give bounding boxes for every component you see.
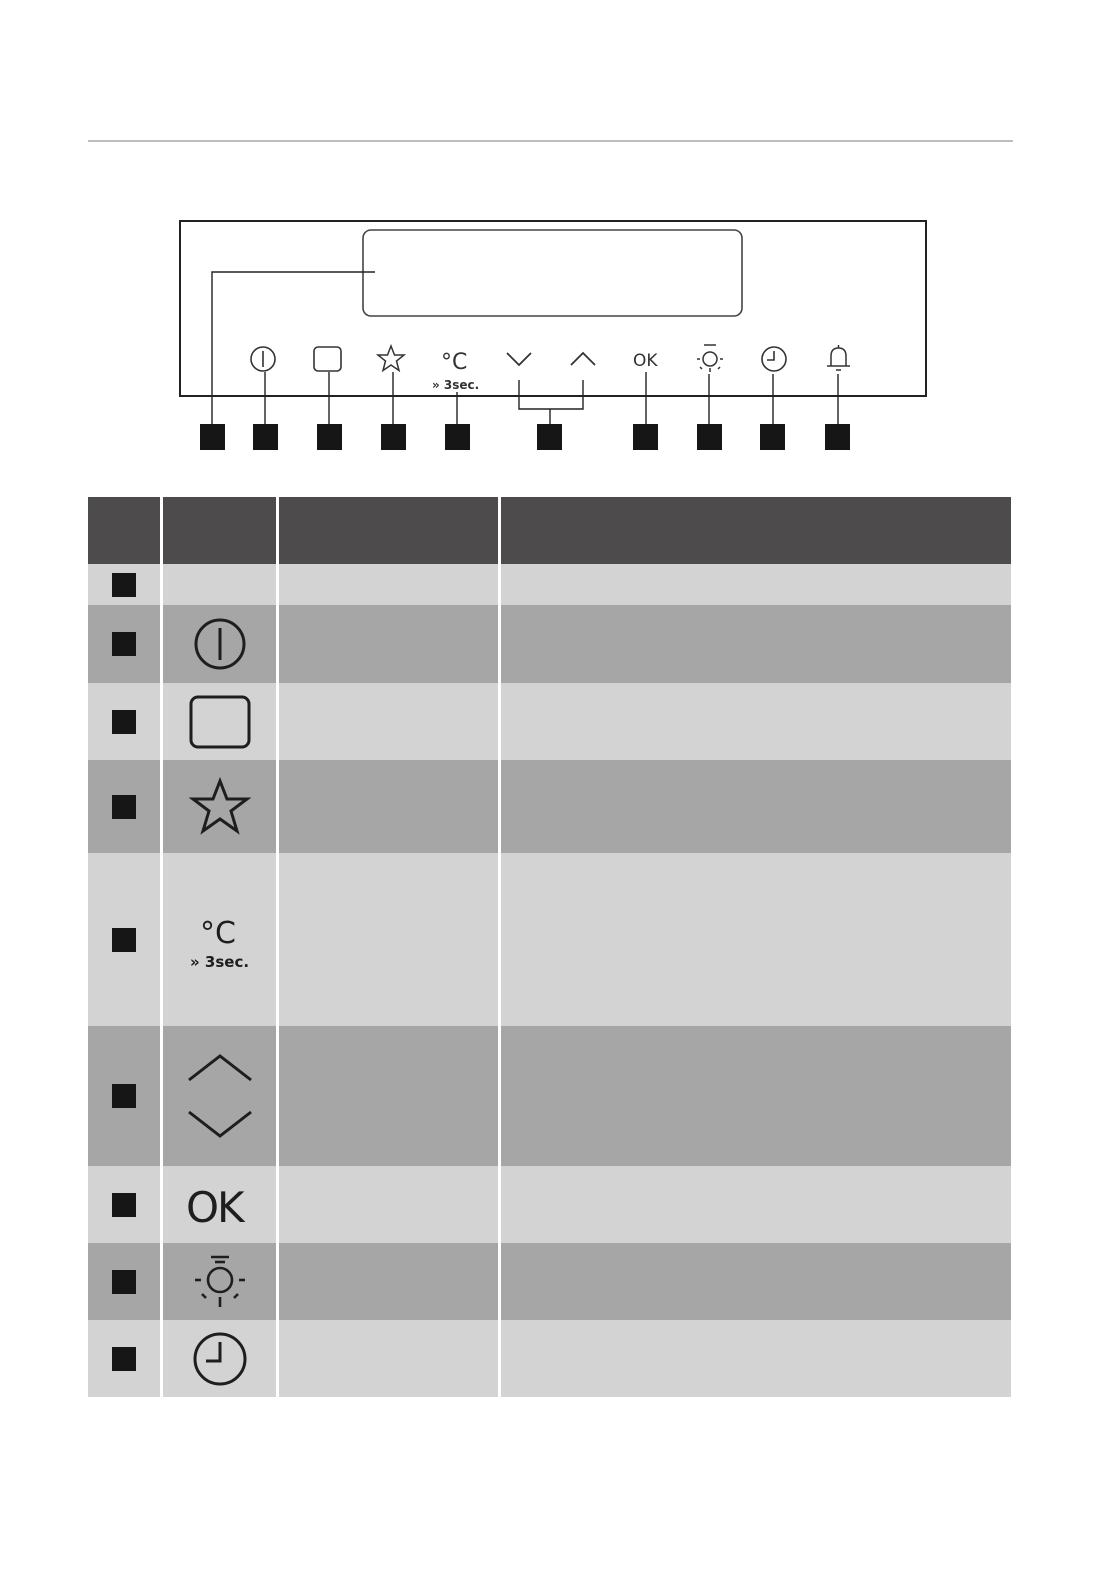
callout-marker [633,424,658,450]
row-marker [112,1193,136,1217]
callout-marker [445,424,470,450]
row-function-cell [279,853,501,1026]
row-icon-cell [163,1320,279,1397]
table-row [88,760,1011,853]
oven-function-icon [187,693,253,751]
temperature-hold-label: » 3sec. [189,952,249,971]
temperature-hold-label: » 3sec. [432,378,480,392]
row-description-cell [501,1320,1011,1397]
row-function-cell [279,605,501,683]
row-function-cell [279,1026,501,1166]
oven-function-icon[interactable] [314,347,341,371]
row-marker [112,928,136,952]
clock-icon [190,1329,250,1389]
table-row [88,1026,1011,1166]
display-window [363,230,742,316]
row-marker-cell [88,1320,163,1397]
table-row [88,683,1011,760]
power-icon[interactable] [251,347,275,371]
chevron-down-icon[interactable] [507,353,531,365]
chevron-down-icon [189,1112,251,1136]
row-function-cell [279,760,501,853]
row-icon-cell [163,683,279,760]
callout-marker [200,424,225,450]
row-marker [112,573,136,597]
row-icon-cell [163,1243,279,1320]
row-marker [112,632,136,656]
power-icon [190,614,250,674]
row-description-cell [501,853,1011,1026]
row-marker [112,1270,136,1294]
chevron-up-icon [189,1056,251,1080]
callout-marker [537,424,562,450]
ok-label: OK [185,1182,243,1230]
favourite-star-icon [189,777,251,837]
row-icon-cell [163,853,279,1026]
row-icon-cell [163,1026,279,1166]
lamp-icon [190,1252,250,1312]
callout-marker [253,424,278,450]
row-function-cell [279,683,501,760]
callout-marker [697,424,722,450]
table-row [88,1166,1011,1243]
header-cell [163,497,279,564]
row-function-cell [279,564,501,605]
table-row [88,1320,1011,1397]
row-function-cell [279,1243,501,1320]
leader-lines [212,272,838,424]
callout-marker [825,424,850,450]
lamp-icon[interactable] [697,345,723,372]
up-down-arrows-icon [185,1046,255,1146]
header-cell [88,497,163,564]
row-marker [112,710,136,734]
ok-label[interactable]: OK [633,351,658,371]
control-panel-table [88,497,1011,1397]
row-marker-cell [88,1166,163,1243]
row-description-cell [501,1166,1011,1243]
row-description-cell [501,1243,1011,1320]
table-row [88,853,1011,1026]
temperature-unit-label: °C [199,915,236,951]
chevron-up-icon[interactable] [571,353,595,365]
row-icon-cell [163,760,279,853]
row-marker [112,795,136,819]
header-cell [279,497,501,564]
row-description-cell [501,1026,1011,1166]
row-marker-cell [88,564,163,605]
callout-marker [317,424,342,450]
row-icon-cell [163,605,279,683]
panel-frame [180,221,926,396]
row-description-cell [501,683,1011,760]
row-marker-cell [88,1026,163,1166]
row-marker [112,1347,136,1371]
temperature-unit-label[interactable]: °C [441,350,468,375]
row-marker-cell [88,760,163,853]
control-panel-diagram [0,0,1108,470]
table-row [88,605,1011,683]
row-marker-cell [88,683,163,760]
ok-icon [180,1180,260,1230]
row-marker-cell [88,605,163,683]
callout-marker [760,424,785,450]
row-icon-cell [163,564,279,605]
row-marker [112,1084,136,1108]
callout-marker [381,424,406,450]
table-row [88,1243,1011,1320]
row-icon-cell [163,1166,279,1243]
table-row [88,564,1011,605]
temperature-icon [180,905,260,975]
row-function-cell [279,1166,501,1243]
bell-icon[interactable] [827,345,850,370]
row-description-cell [501,564,1011,605]
clock-icon[interactable] [762,347,786,371]
favourite-star-icon[interactable] [378,346,404,371]
row-marker-cell [88,1243,163,1320]
row-description-cell [501,605,1011,683]
row-marker-cell [88,853,163,1026]
row-description-cell [501,760,1011,853]
table-header-row [88,497,1011,564]
header-cell [501,497,1011,564]
row-function-cell [279,1320,501,1397]
